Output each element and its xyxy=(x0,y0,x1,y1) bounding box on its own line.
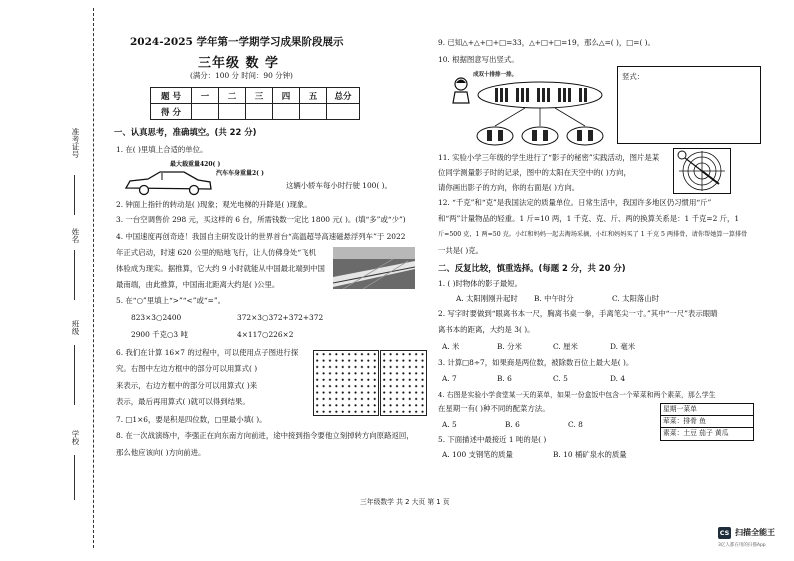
s2-q4-option[interactable]: C. 8 xyxy=(568,420,583,429)
q3-text: 3. 一台空调售价 298 元，买这样的 6 台，所需钱数一定比 1800 元( )。(填“多”或“少”) xyxy=(116,215,406,224)
grade-subject: 三年级 数 学 xyxy=(198,56,280,71)
drink-groups-diagram xyxy=(470,78,610,148)
q4-line2: 年正式启动，时速 620 公里的贴地飞行，让人仿佛身处“飞机 xyxy=(116,248,316,257)
q6-line1: 6. 我们在计算 16×7 的过程中，可以使用点子图进行探 xyxy=(116,348,299,357)
dot-diagram-left xyxy=(313,350,379,416)
q9-text: 9. 已知△+△+□+□=33，△+□+□=19，那么△=( )，□=( )。 xyxy=(438,38,655,47)
q7-text: 7. □1×6，要是积是四位数，□里最小填( )。 xyxy=(116,415,267,424)
class-label: 班级 xyxy=(71,320,80,335)
q4-line3: 体验成为现实。据推算，它大约 9 小时就能从中国最北端到中国 xyxy=(116,264,325,273)
score-header-cell: 题 号 xyxy=(151,88,192,104)
q12-line1: 12. “千克”和“克”是我国法定的质量单位。日常生活中，我国许多地区仍习惯用“斤” xyxy=(438,198,712,207)
s2-q3-text: 3. 计算□8÷7，如果商是两位数，被除数百位上最大是( )。 xyxy=(438,358,634,367)
score-table xyxy=(150,87,360,120)
exam-meta: (满分：100 分 时间：90 分钟) xyxy=(190,71,293,80)
q4-line4: 最南端，由此推算，中国南北距离大约是( )公里。 xyxy=(116,280,280,289)
score-header-cell: 五 xyxy=(300,88,327,104)
binding-cut-line xyxy=(93,8,94,548)
maglev-train-photo xyxy=(333,247,415,289)
exam-title: 2024-2025 学年第一学期学习成果阶段展示 xyxy=(130,36,344,48)
s2-q1-option[interactable]: B. 中午时分 xyxy=(534,294,574,303)
s2-q3-option[interactable]: D. 4 xyxy=(610,374,626,383)
score-header-cell: 二 xyxy=(219,88,246,104)
score-cell[interactable] xyxy=(327,104,360,120)
score-cell[interactable] xyxy=(300,104,327,120)
score-cell[interactable] xyxy=(219,104,246,120)
s2-q2-option[interactable]: B. 分米 xyxy=(497,342,522,351)
q1-sign2: 汽车车身重量2( ) xyxy=(216,170,264,177)
name-label: 姓名 xyxy=(71,228,80,243)
score-row-label: 得 分 xyxy=(151,104,192,120)
q12-line3: 斤=500 克，1 两=50 克。小红和妈妈一起去淘场采摘，小红和妈妈买了 1 千克 5 两排骨，请你帮她算一算排骨 xyxy=(438,231,748,238)
q5-text: 5. 在“○”里填上“>”“<”或“=”。 xyxy=(116,296,225,305)
score-header-cell: 总分 xyxy=(327,88,360,104)
q1-sign: 最大载重量420( ) xyxy=(170,161,221,168)
q6-line3: 来表示，右边方框中的部分可以用算式( )来 xyxy=(116,381,258,390)
school-label: 学校 xyxy=(71,430,80,445)
q6-line2: 究。右图中左边方框中的部分可以用算式( ) xyxy=(116,364,258,373)
q1-text: 1. 在( )里填上合适的单位。 xyxy=(116,145,208,154)
s2-q4-line1: 4. 右图是实验小学食堂某一天的菜单，如果一份盒饭中包含一个荤菜和两个素菜，那么学生 xyxy=(438,391,716,399)
dot-diagram-right xyxy=(380,350,427,416)
menu-title: 星期一菜单 xyxy=(661,404,753,416)
vertical-calc-label: 竖式： xyxy=(622,72,645,81)
section2-heading: 二、反复比较，慎重选择。(每题 2 分，共 20 分) xyxy=(438,263,626,273)
score-cell[interactable] xyxy=(246,104,273,120)
s2-q5-option[interactable]: A. 100 支钢笔的质量 xyxy=(442,450,513,459)
exam-no-label: 准考证号 xyxy=(71,128,80,158)
name-line xyxy=(74,250,75,300)
s2-q4-option[interactable]: A. 5 xyxy=(442,420,457,429)
q5-a: 823×3○2400 xyxy=(131,313,182,322)
s2-q3-option[interactable]: C. 5 xyxy=(553,374,568,383)
s2-q2-option[interactable]: C. 厘米 xyxy=(553,342,578,351)
q11-line2: 位同学测量影子时的记录，图中的太阳在天空中的( )方向， xyxy=(438,168,631,177)
score-cell[interactable] xyxy=(192,104,219,120)
s2-q2-line2: 离书本的距离，大约是 3( )。 xyxy=(438,325,535,334)
school-line xyxy=(74,455,75,500)
q12-line4: 一共是( )克。 xyxy=(438,246,484,255)
score-header-cell: 一 xyxy=(192,88,219,104)
q4-line1: 4. 中国速度再创奇迹！我国自主研发设计的世界首台“高温超导高速磁悬浮列车”于 2022 xyxy=(116,232,406,241)
q10-text: 10. 根据图意写出竖式。 xyxy=(438,55,519,64)
exam-no-line xyxy=(74,175,75,215)
class-line xyxy=(74,345,75,405)
q5-b: 372×3○372+372+372 xyxy=(237,313,324,322)
q10-bubble: 成双十排排一排。 xyxy=(473,72,518,78)
score-header-cell: 四 xyxy=(273,88,300,104)
q5-c: 2900 千克○3 吨 xyxy=(131,330,188,339)
q12-line2: 和“两”计量物品的轻重。1 斤=10 两，1 千克、克、斤、两的换算关系是：1 千克=2 斤，1 xyxy=(438,214,740,223)
q5-d: 4×117○226×2 xyxy=(237,330,294,339)
s2-q4-line2: 在星期一有( )种不同的配菜方法。 xyxy=(438,404,550,413)
s2-q2-option[interactable]: D. 毫米 xyxy=(610,342,636,351)
q11-line3: 请你画出影子的方向，你的右面是( )方向。 xyxy=(438,183,580,192)
scanner-logo: CS xyxy=(719,529,730,537)
score-header-cell: 三 xyxy=(246,88,273,104)
q6-line4: 表示，最后再用算式( )就可以得到结果。 xyxy=(116,397,250,406)
car-image xyxy=(122,168,214,196)
s2-q3-option[interactable]: A. 7 xyxy=(442,374,457,383)
s2-q2-option[interactable]: A. 米 xyxy=(442,342,460,351)
q11-line1: 11. 实验小学三年级的学生进行了“影子的秘密”实践活动，图片是某 xyxy=(438,153,660,162)
q8-line2: 那么他应该向( )方向前进。 xyxy=(116,448,206,457)
shadow-record-diagram xyxy=(673,148,731,194)
q1-tail: 这辆小轿车每小时行驶 100( )。 xyxy=(286,181,392,190)
s2-q4-option[interactable]: B. 6 xyxy=(505,420,520,429)
s2-q1-text: 1. ( )时物体的影子最短。 xyxy=(438,279,523,288)
menu-meat: 荤菜：排骨 鱼 xyxy=(661,416,753,428)
s2-q3-option[interactable]: B. 6 xyxy=(497,374,512,383)
scanner-app-name: 扫描全能王 xyxy=(735,528,775,537)
scanner-slogan: 3亿人都在用的扫描App xyxy=(718,543,766,548)
s2-q5-option[interactable]: B. 10 桶矿泉水的质量 xyxy=(553,450,627,459)
page-footer: 三年级数学 共 2 大页 第 1 页 xyxy=(360,498,450,506)
lunch-menu-box xyxy=(660,403,754,441)
s2-q5-text: 5. 下面描述中最接近 1 吨的是( ) xyxy=(438,435,547,444)
q8-line1: 8. 在一次战演练中，李强正在向东南方向前进，途中接到指令要他立刻掉转方向原路返回， xyxy=(116,431,414,440)
score-cell[interactable] xyxy=(273,104,300,120)
section1-heading: 一、认真思考，准确填空。(共 22 分) xyxy=(114,127,257,137)
s2-q1-option[interactable]: A. 太阳刚刚升起时 xyxy=(456,294,518,303)
q2-text: 2. 钟面上指针的转动是( )现象；观光电梯的升降是( )现象。 xyxy=(116,200,312,209)
s2-q2-line1: 2. 写字时要做到“眼离书本一尺，胸离书桌一拳，手离笔尖一寸。”其中“一尺”表示眼睛 xyxy=(438,309,718,318)
menu-veg: 素菜：土豆 茄子 黄瓜 xyxy=(663,429,729,437)
s2-q1-option[interactable]: C. 太阳落山时 xyxy=(612,294,660,303)
